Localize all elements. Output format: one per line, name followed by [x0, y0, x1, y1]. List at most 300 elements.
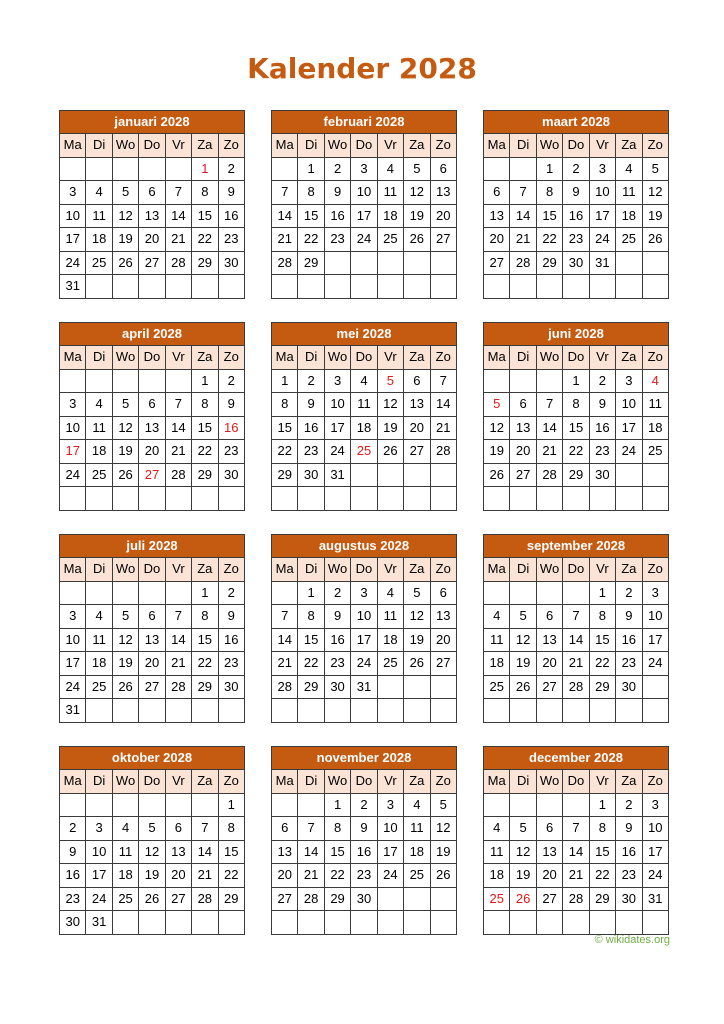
empty-cell: [298, 793, 324, 817]
day-cell: 21: [272, 652, 298, 676]
empty-cell: [377, 699, 403, 723]
month-calendar: [483, 110, 669, 299]
empty-cell: [112, 487, 138, 511]
day-cell: 26: [510, 675, 536, 699]
empty-cell: [484, 369, 510, 393]
weekday-label: Za: [404, 558, 430, 582]
empty-cell: [86, 699, 112, 723]
day-cell: 29: [589, 887, 615, 911]
empty-cell: [324, 487, 350, 511]
day-cell: 18: [404, 840, 430, 864]
empty-cell: [351, 911, 377, 935]
day-cell: 13: [484, 204, 510, 228]
day-cell: 7: [536, 393, 562, 417]
day-cell: 13: [430, 605, 456, 629]
day-cell: 10: [377, 817, 403, 841]
empty-cell: [165, 157, 191, 181]
day-cell: 7: [272, 605, 298, 629]
day-cell: 8: [298, 605, 324, 629]
weekday-label: Za: [192, 346, 218, 370]
day-cell: 1: [298, 581, 324, 605]
empty-cell: [324, 275, 350, 299]
day-cell: 15: [298, 628, 324, 652]
day-cell: 2: [563, 157, 589, 181]
day-cell: 15: [192, 416, 218, 440]
weekday-label: Di: [86, 134, 112, 158]
day-cell: 26: [642, 228, 668, 252]
day-cell: 30: [218, 675, 244, 699]
day-cell: 16: [218, 628, 244, 652]
empty-cell: [616, 487, 642, 511]
day-cell: 16: [616, 840, 642, 864]
empty-cell: [351, 699, 377, 723]
day-cell: 6: [430, 581, 456, 605]
day-cell: 11: [86, 628, 112, 652]
day-cell: 1: [192, 157, 218, 181]
day-cell: 25: [86, 675, 112, 699]
day-cell: 3: [616, 369, 642, 393]
day-cell: 2: [616, 793, 642, 817]
empty-cell: [272, 793, 298, 817]
day-cell: 15: [563, 416, 589, 440]
day-cell: 7: [165, 605, 191, 629]
empty-cell: [139, 911, 165, 935]
weekday-label: Za: [616, 134, 642, 158]
day-cell: 28: [430, 440, 456, 464]
empty-cell: [218, 911, 244, 935]
empty-cell: [377, 911, 403, 935]
weekday-label: Ma: [484, 346, 510, 370]
weekday-label: Wo: [112, 770, 138, 794]
day-cell: 26: [377, 440, 403, 464]
month-calendar: [59, 322, 245, 511]
day-cell: 23: [218, 440, 244, 464]
month-title: september 2028: [484, 535, 669, 558]
month-title: december 2028: [484, 747, 669, 770]
day-cell: 4: [377, 581, 403, 605]
day-cell: 25: [484, 887, 510, 911]
empty-cell: [218, 699, 244, 723]
empty-cell: [165, 487, 191, 511]
day-cell: 26: [404, 652, 430, 676]
day-cell: 20: [404, 416, 430, 440]
day-cell: 24: [377, 864, 403, 888]
day-cell: 24: [616, 440, 642, 464]
empty-cell: [272, 581, 298, 605]
day-cell: 27: [484, 251, 510, 275]
empty-cell: [218, 275, 244, 299]
empty-cell: [430, 887, 456, 911]
month-title: januari 2028: [60, 111, 245, 134]
empty-cell: [404, 911, 430, 935]
empty-cell: [563, 699, 589, 723]
day-cell: 15: [536, 204, 562, 228]
month-title: maart 2028: [484, 111, 669, 134]
day-cell: 11: [86, 416, 112, 440]
empty-cell: [60, 581, 86, 605]
day-cell: 9: [298, 393, 324, 417]
day-cell: 4: [642, 369, 668, 393]
day-cell: 24: [86, 887, 112, 911]
day-cell: 15: [589, 628, 615, 652]
day-cell: 9: [324, 181, 350, 205]
day-cell: 30: [218, 463, 244, 487]
day-cell: 12: [642, 181, 668, 205]
day-cell: 16: [563, 204, 589, 228]
day-cell: 13: [165, 840, 191, 864]
day-cell: 11: [484, 840, 510, 864]
weekday-label: Zo: [642, 346, 668, 370]
day-cell: 24: [324, 440, 350, 464]
empty-cell: [60, 793, 86, 817]
empty-cell: [430, 275, 456, 299]
day-cell: 1: [218, 793, 244, 817]
day-cell: 14: [430, 393, 456, 417]
weekday-label: Do: [563, 770, 589, 794]
day-cell: 30: [616, 675, 642, 699]
day-cell: 9: [616, 605, 642, 629]
day-cell: 6: [430, 157, 456, 181]
empty-cell: [351, 463, 377, 487]
day-cell: 30: [351, 887, 377, 911]
day-cell: 31: [60, 699, 86, 723]
day-cell: 11: [404, 817, 430, 841]
weekday-label: Ma: [272, 770, 298, 794]
day-cell: 9: [218, 393, 244, 417]
day-cell: 6: [139, 605, 165, 629]
day-cell: 16: [298, 416, 324, 440]
day-cell: 2: [324, 581, 350, 605]
day-cell: 19: [642, 204, 668, 228]
empty-cell: [218, 487, 244, 511]
day-cell: 23: [218, 228, 244, 252]
empty-cell: [60, 157, 86, 181]
day-cell: 23: [324, 652, 350, 676]
empty-cell: [139, 487, 165, 511]
empty-cell: [563, 487, 589, 511]
month-calendar: [59, 110, 245, 299]
weekday-label: Di: [86, 558, 112, 582]
day-cell: 10: [86, 840, 112, 864]
month-calendar: [59, 746, 245, 935]
day-cell: 8: [272, 393, 298, 417]
day-cell: 13: [510, 416, 536, 440]
day-cell: 1: [589, 793, 615, 817]
empty-cell: [192, 793, 218, 817]
day-cell: 9: [218, 605, 244, 629]
empty-cell: [377, 251, 403, 275]
day-cell: 14: [510, 204, 536, 228]
day-cell: 19: [377, 416, 403, 440]
empty-cell: [272, 275, 298, 299]
day-cell: 21: [563, 864, 589, 888]
day-cell: 3: [642, 793, 668, 817]
empty-cell: [563, 275, 589, 299]
day-cell: 17: [324, 416, 350, 440]
day-cell: 12: [112, 628, 138, 652]
weekday-label: Wo: [536, 134, 562, 158]
day-cell: 1: [298, 157, 324, 181]
day-cell: 22: [192, 228, 218, 252]
day-cell: 3: [324, 369, 350, 393]
day-cell: 4: [351, 369, 377, 393]
day-cell: 15: [589, 840, 615, 864]
weekday-label: Do: [563, 134, 589, 158]
empty-cell: [86, 487, 112, 511]
day-cell: 22: [324, 864, 350, 888]
empty-cell: [60, 487, 86, 511]
day-cell: 4: [616, 157, 642, 181]
page-title: Kalender 2028: [247, 52, 477, 85]
empty-cell: [272, 487, 298, 511]
empty-cell: [112, 275, 138, 299]
empty-cell: [139, 369, 165, 393]
day-cell: 6: [404, 369, 430, 393]
day-cell: 10: [616, 393, 642, 417]
weekday-label: Di: [298, 346, 324, 370]
day-cell: 12: [112, 416, 138, 440]
day-cell: 2: [589, 369, 615, 393]
empty-cell: [642, 275, 668, 299]
empty-cell: [139, 581, 165, 605]
day-cell: 12: [112, 204, 138, 228]
empty-cell: [324, 699, 350, 723]
day-cell: 30: [589, 463, 615, 487]
day-cell: 8: [536, 181, 562, 205]
day-cell: 6: [484, 181, 510, 205]
empty-cell: [377, 487, 403, 511]
day-cell: 20: [165, 864, 191, 888]
day-cell: 6: [536, 605, 562, 629]
day-cell: 29: [272, 463, 298, 487]
day-cell: 24: [60, 251, 86, 275]
day-cell: 5: [642, 157, 668, 181]
day-cell: 24: [642, 864, 668, 888]
empty-cell: [298, 911, 324, 935]
day-cell: 3: [86, 817, 112, 841]
day-cell: 22: [272, 440, 298, 464]
weekday-label: Wo: [112, 558, 138, 582]
day-cell: 7: [563, 817, 589, 841]
day-cell: 3: [377, 793, 403, 817]
empty-cell: [642, 675, 668, 699]
empty-cell: [589, 487, 615, 511]
weekday-label: Di: [298, 770, 324, 794]
weekday-label: Zo: [218, 134, 244, 158]
day-cell: 5: [510, 605, 536, 629]
weekday-label: Di: [298, 134, 324, 158]
day-cell: 31: [324, 463, 350, 487]
day-cell: 12: [404, 605, 430, 629]
day-cell: 24: [351, 228, 377, 252]
day-cell: 22: [589, 652, 615, 676]
day-cell: 12: [510, 840, 536, 864]
empty-cell: [272, 911, 298, 935]
day-cell: 6: [272, 817, 298, 841]
empty-cell: [404, 275, 430, 299]
weekday-label: Za: [616, 558, 642, 582]
day-cell: 16: [218, 416, 244, 440]
day-cell: 27: [536, 887, 562, 911]
day-cell: 2: [616, 581, 642, 605]
day-cell: 27: [139, 675, 165, 699]
weekday-label: Ma: [484, 134, 510, 158]
day-cell: 16: [218, 204, 244, 228]
day-cell: 1: [536, 157, 562, 181]
weekday-label: Za: [404, 346, 430, 370]
day-cell: 21: [430, 416, 456, 440]
day-cell: 24: [60, 675, 86, 699]
empty-cell: [86, 275, 112, 299]
day-cell: 18: [86, 652, 112, 676]
day-cell: 28: [298, 887, 324, 911]
empty-cell: [165, 369, 191, 393]
day-cell: 14: [563, 840, 589, 864]
day-cell: 16: [589, 416, 615, 440]
day-cell: 27: [430, 652, 456, 676]
empty-cell: [484, 911, 510, 935]
empty-cell: [510, 911, 536, 935]
month-title: oktober 2028: [60, 747, 245, 770]
day-cell: 17: [589, 204, 615, 228]
day-cell: 13: [404, 393, 430, 417]
day-cell: 27: [165, 887, 191, 911]
day-cell: 11: [642, 393, 668, 417]
day-cell: 18: [86, 228, 112, 252]
weekday-label: Za: [616, 770, 642, 794]
empty-cell: [139, 793, 165, 817]
empty-cell: [139, 157, 165, 181]
day-cell: 10: [642, 817, 668, 841]
day-cell: 27: [536, 675, 562, 699]
day-cell: 14: [165, 416, 191, 440]
weekday-label: Ma: [272, 346, 298, 370]
day-cell: 20: [536, 652, 562, 676]
day-cell: 6: [536, 817, 562, 841]
empty-cell: [165, 911, 191, 935]
day-cell: 15: [272, 416, 298, 440]
empty-cell: [165, 275, 191, 299]
day-cell: 5: [139, 817, 165, 841]
empty-cell: [430, 699, 456, 723]
day-cell: 26: [112, 675, 138, 699]
day-cell: 30: [60, 911, 86, 935]
month-title: november 2028: [272, 747, 457, 770]
empty-cell: [165, 581, 191, 605]
empty-cell: [484, 487, 510, 511]
day-cell: 5: [510, 817, 536, 841]
empty-cell: [404, 675, 430, 699]
day-cell: 21: [165, 440, 191, 464]
weekday-label: Vr: [377, 134, 403, 158]
day-cell: 2: [298, 369, 324, 393]
day-cell: 3: [60, 181, 86, 205]
day-cell: 30: [218, 251, 244, 275]
day-cell: 12: [510, 628, 536, 652]
day-cell: 5: [112, 393, 138, 417]
day-cell: 19: [139, 864, 165, 888]
empty-cell: [86, 581, 112, 605]
day-cell: 28: [272, 251, 298, 275]
empty-cell: [86, 157, 112, 181]
month-calendar: [483, 534, 669, 723]
day-cell: 2: [324, 157, 350, 181]
day-cell: 13: [536, 840, 562, 864]
weekday-label: Zo: [642, 134, 668, 158]
empty-cell: [616, 251, 642, 275]
empty-cell: [351, 275, 377, 299]
day-cell: 11: [112, 840, 138, 864]
day-cell: 21: [536, 440, 562, 464]
day-cell: 11: [377, 181, 403, 205]
weekday-label: Wo: [324, 346, 350, 370]
day-cell: 28: [563, 887, 589, 911]
day-cell: 20: [430, 204, 456, 228]
day-cell: 5: [377, 369, 403, 393]
day-cell: 19: [112, 440, 138, 464]
day-cell: 18: [484, 864, 510, 888]
day-cell: 5: [404, 157, 430, 181]
weekday-label: Do: [351, 770, 377, 794]
day-cell: 2: [218, 157, 244, 181]
empty-cell: [589, 275, 615, 299]
empty-cell: [642, 463, 668, 487]
day-cell: 7: [192, 817, 218, 841]
weekday-label: Vr: [165, 558, 191, 582]
day-cell: 18: [112, 864, 138, 888]
day-cell: 4: [86, 181, 112, 205]
day-cell: 14: [298, 840, 324, 864]
day-cell: 20: [139, 652, 165, 676]
day-cell: 24: [589, 228, 615, 252]
day-cell: 17: [642, 840, 668, 864]
day-cell: 29: [298, 675, 324, 699]
day-cell: 19: [404, 204, 430, 228]
empty-cell: [616, 911, 642, 935]
empty-cell: [616, 463, 642, 487]
day-cell: 21: [165, 228, 191, 252]
day-cell: 21: [272, 228, 298, 252]
empty-cell: [616, 699, 642, 723]
weekday-label: Vr: [377, 346, 403, 370]
empty-cell: [112, 581, 138, 605]
empty-cell: [536, 369, 562, 393]
day-cell: 14: [536, 416, 562, 440]
day-cell: 12: [430, 817, 456, 841]
day-cell: 7: [272, 181, 298, 205]
day-cell: 28: [165, 675, 191, 699]
month-title: juli 2028: [60, 535, 245, 558]
day-cell: 4: [377, 157, 403, 181]
day-cell: 14: [192, 840, 218, 864]
weekday-label: Do: [139, 134, 165, 158]
weekday-label: Zo: [218, 346, 244, 370]
day-cell: 21: [563, 652, 589, 676]
empty-cell: [404, 887, 430, 911]
day-cell: 25: [642, 440, 668, 464]
day-cell: 7: [510, 181, 536, 205]
day-cell: 5: [404, 581, 430, 605]
month-title: juni 2028: [484, 323, 669, 346]
weekday-label: Do: [139, 346, 165, 370]
weekday-label: Do: [351, 134, 377, 158]
day-cell: 27: [139, 251, 165, 275]
day-cell: 7: [298, 817, 324, 841]
day-cell: 17: [351, 204, 377, 228]
day-cell: 8: [192, 393, 218, 417]
day-cell: 28: [510, 251, 536, 275]
day-cell: 26: [484, 463, 510, 487]
